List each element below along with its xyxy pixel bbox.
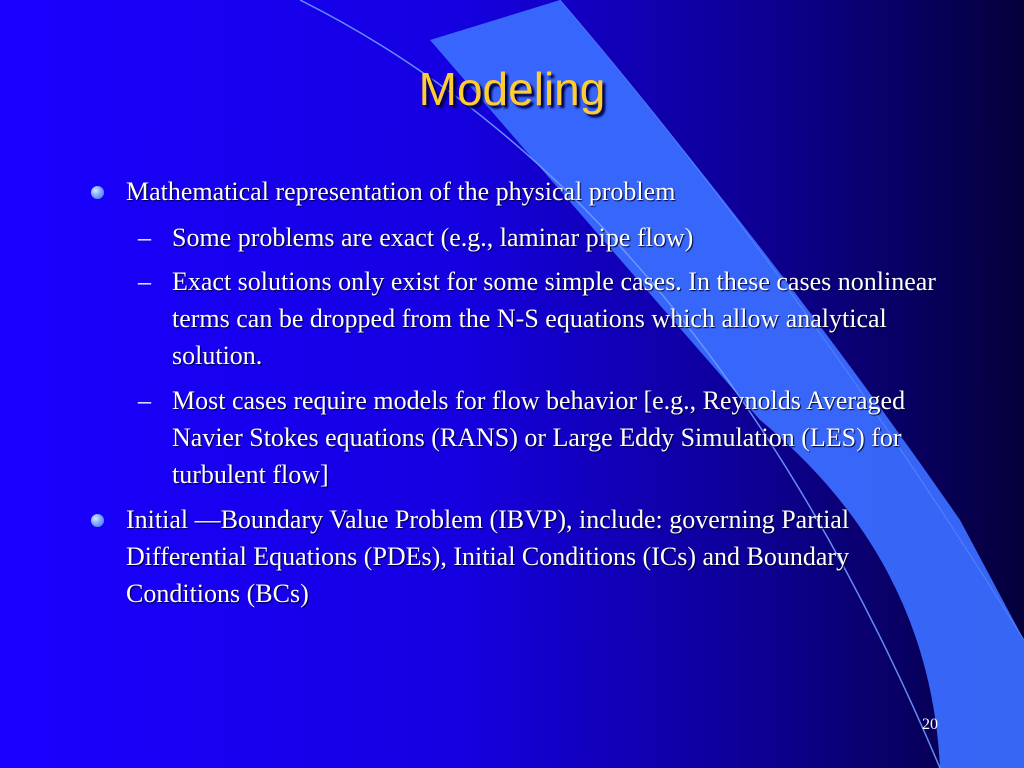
slide-title: Modeling	[418, 63, 606, 115]
bullet-2-text: Initial —Boundary Value Problem (IBVP), include: governing Partial Differential Equations (PDEs), Initial Conditions (ICs) and Boundary Conditions (BCs)	[126, 505, 850, 608]
bullet-1-text: Mathematical representation of the physical problem	[126, 177, 676, 206]
sub-bullet-1-text: Some problems are exact (e.g., laminar pipe flow)	[172, 223, 694, 252]
sub-bullet-dash-2: –	[138, 267, 151, 296]
sub-bullet-3-text: Most cases require models for flow behavior [e.g., Reynolds Averaged Navier Stokes equations (RANS) or Large Eddy Simulation (LES) for turbulent flow]	[172, 386, 906, 489]
sub-bullet-dash-1: –	[138, 223, 151, 252]
sub-bullet-2-text: Exact solutions only exist for some simple cases. In these cases nonlinear terms can be dropped from the N-S equations which allow analytical solution.	[172, 267, 936, 370]
page-number: 20	[922, 716, 938, 733]
sub-bullet-dash-3: –	[138, 386, 151, 415]
bullet-dot-2	[91, 514, 104, 527]
bullet-dot-1	[91, 186, 104, 199]
